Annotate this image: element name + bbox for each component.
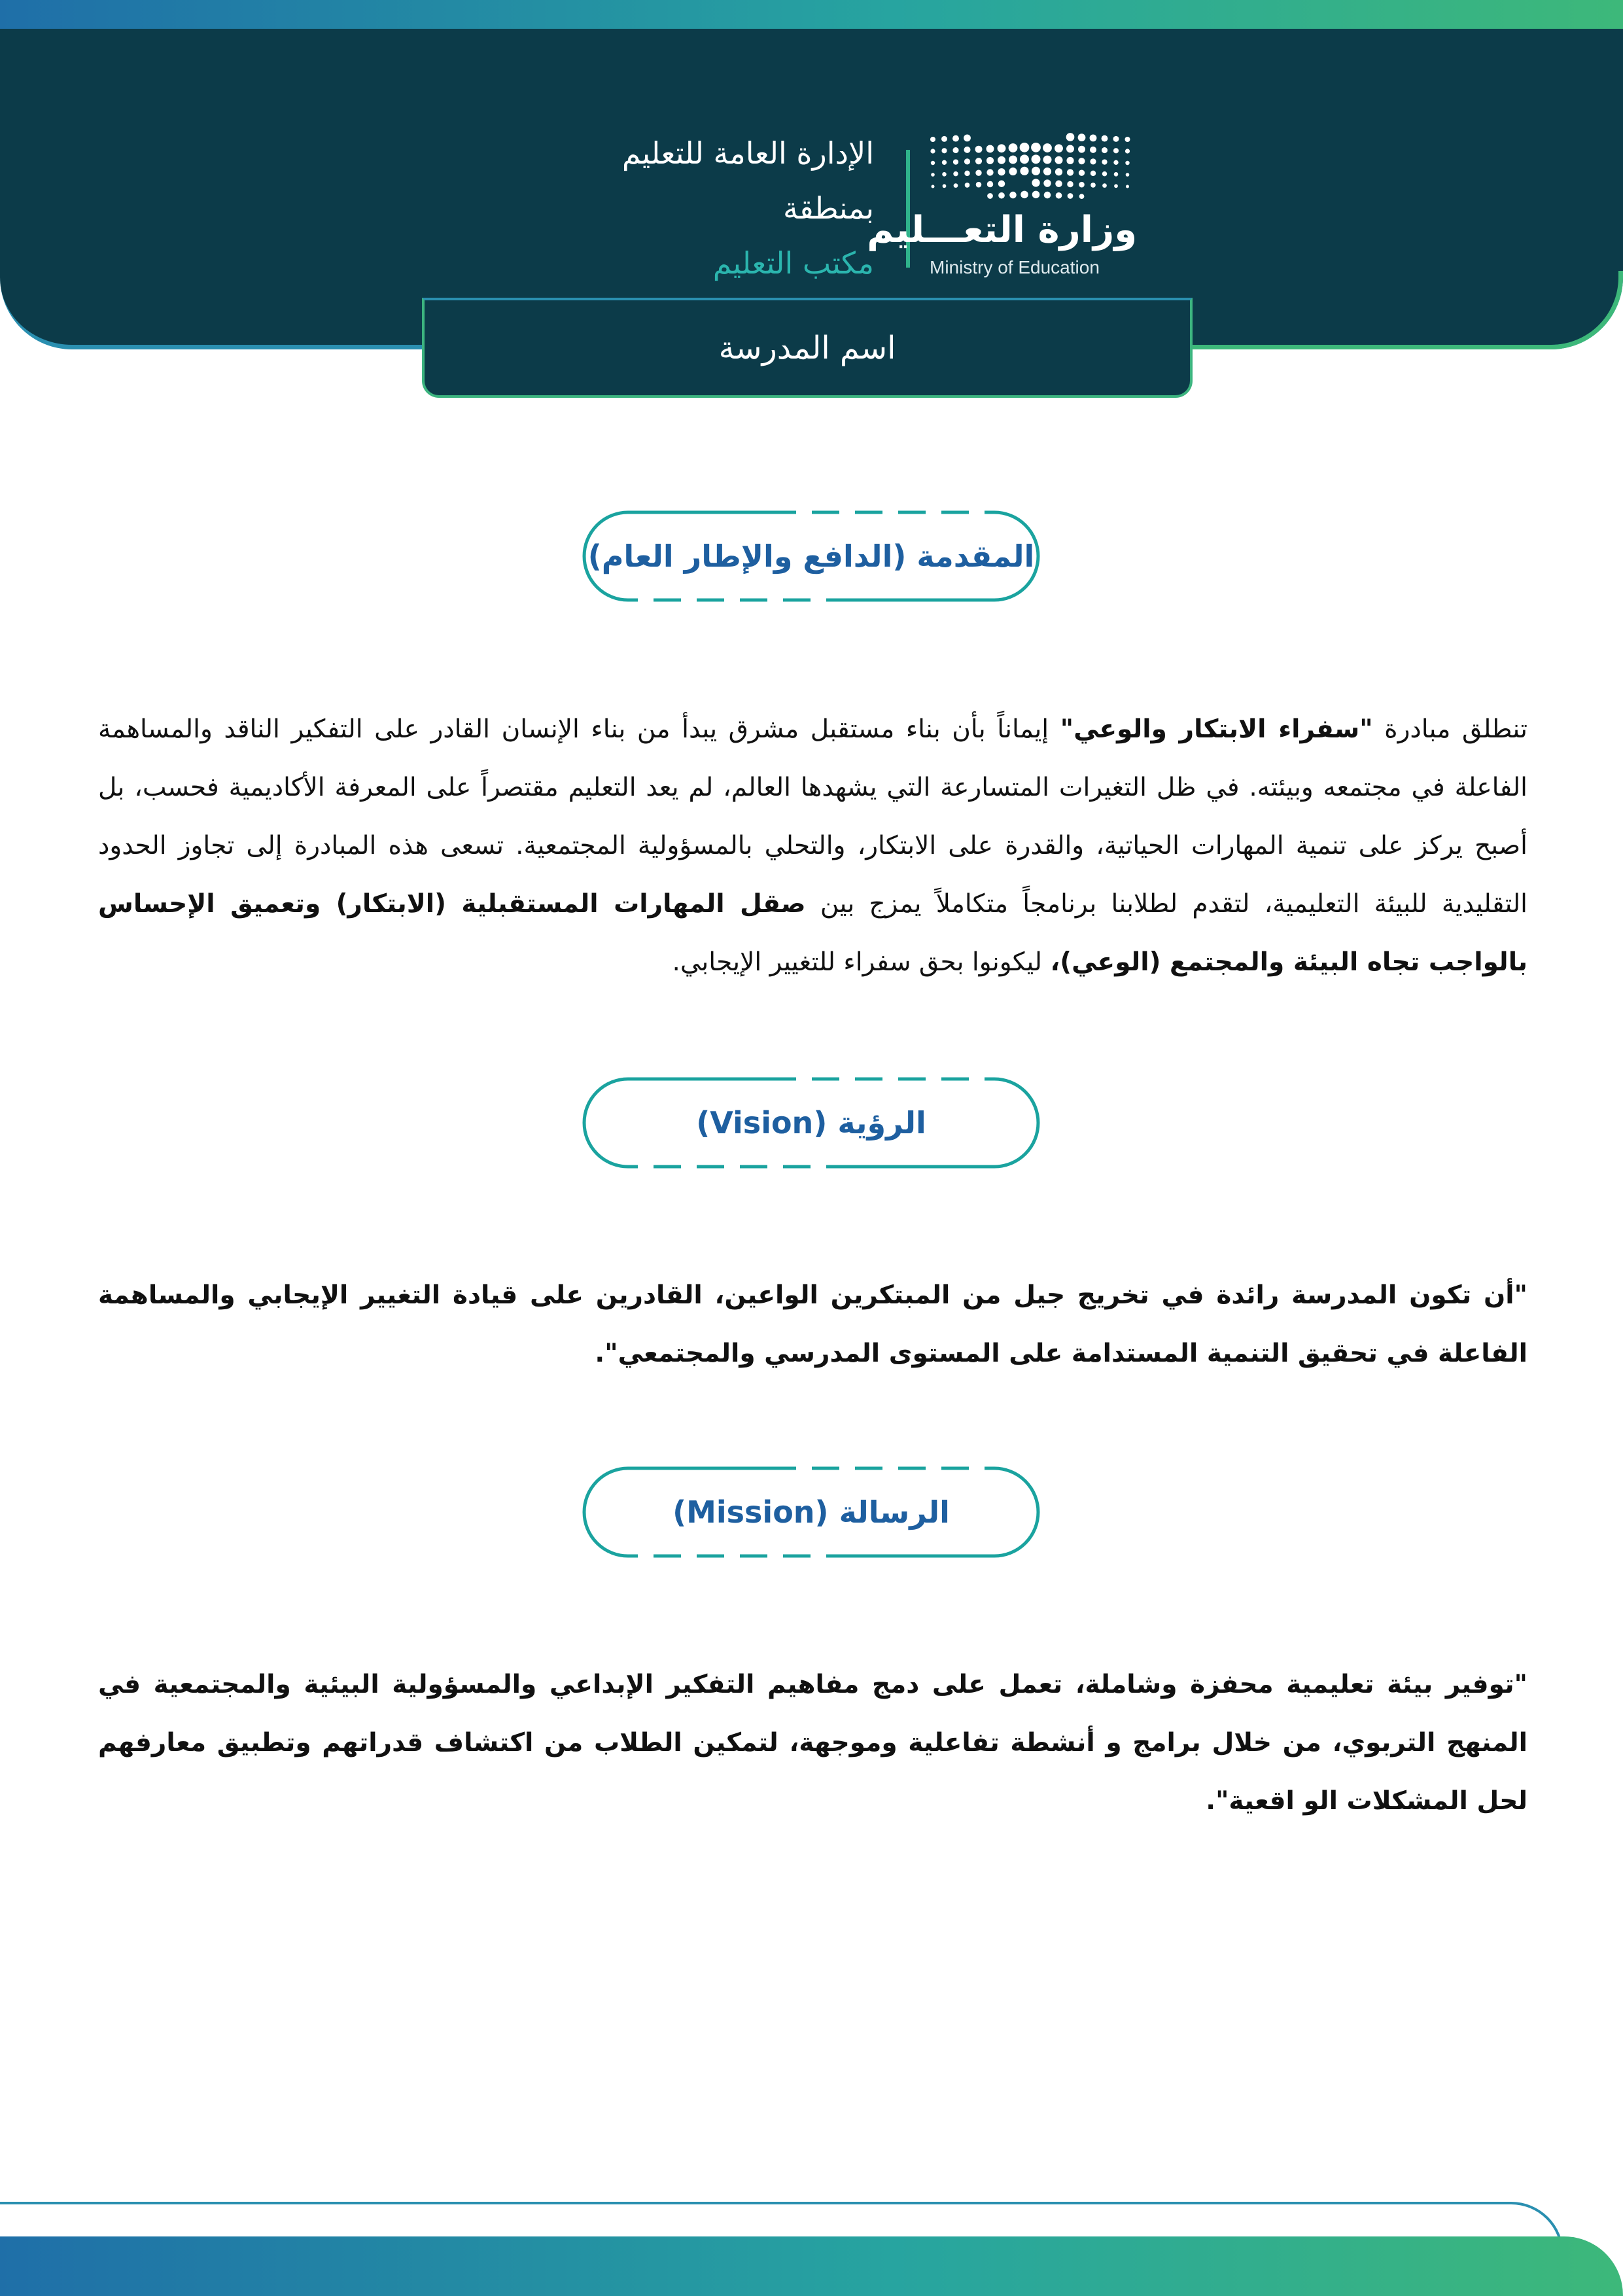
logo-dot [1043,143,1052,152]
logo-dot [943,184,947,188]
intro-text-bold: صقل المهارات المستقبلية (الابتكار) وتعميق الإحساس بالواجب تجاه البيئة والمجتمع (الوعي)، [98,889,1527,977]
school-name: اسم المدرسة [718,329,896,366]
logo-dot [1055,144,1063,152]
logo-dot [952,135,959,142]
logo-dot [1067,181,1073,188]
intro-text-end: ليكونوا بحق سفراء للتغيير الإيجابي. [672,947,1051,977]
logo-dot [953,171,958,176]
logo-dot [1009,156,1017,164]
logo-dot [964,171,969,176]
logo-dot [1055,168,1062,175]
logo-dots-icon [928,130,1137,209]
logo-dot [1114,184,1118,188]
logo-dot [1068,193,1073,199]
logo-dot [1090,147,1096,153]
logo-dot [1079,169,1085,175]
logo-dot [1126,173,1130,177]
logo-dot [964,158,970,164]
logo-dot [986,145,994,153]
initiative-name: "سفراء الابتكار والوعي" [1060,715,1373,744]
logo-dot [1066,157,1073,164]
logo-dot [931,161,935,165]
logo-dot [1113,136,1119,142]
logo-dot [953,159,958,164]
logo-dot [1031,143,1041,152]
logo-dot [942,172,947,177]
logo-dot [1009,192,1017,199]
logo-dot [998,192,1005,199]
logo-arabic-text: وزارة التعـــليم [867,209,1137,251]
logo-dot [1078,133,1086,141]
vision-heading-pill [582,1075,1040,1171]
logo-dot [1090,158,1096,164]
logo-dot [1043,156,1052,164]
mission-paragraph: "توفير بيئة تعليمية محفزة وشاملة، تعمل على دمج مفاهيم التفكير الإبداعي والمسؤولية البيئية والمجتمعية في المنهج التربوي، من خلال برامج و أنشطة تفاعلية وموجهة، لتمكين الطلاب من اكتشاف قدراتهم وتطبيق معارفهم لحل المشكلات الو اقعية". [98,1670,1527,1816]
logo-dot [1009,168,1017,175]
intro-paragraph [98,700,1527,991]
logo-dot [1009,143,1018,152]
logo-dot [1125,149,1130,153]
logo-dot [1113,160,1118,165]
logo-dot [941,148,947,153]
intro-heading: المقدمة (الدافع والإطار العام) [587,539,1035,574]
logo-dot [998,181,1005,187]
logo-dot [975,146,983,153]
logo-dot [1125,137,1130,142]
logo-dot [1078,146,1085,153]
ministry-logo [867,130,1137,287]
logo-dot [998,168,1005,175]
logo-dot [965,183,970,188]
logo-dot [1055,156,1062,164]
logo-dot [987,193,993,199]
vision-heading: الرؤية (Vision) [696,1105,926,1140]
logo-dot [1032,179,1039,186]
logo-dot [941,136,947,142]
logo-dot [1055,181,1062,187]
logo-dot [986,169,993,175]
logo-dot [1114,172,1119,177]
logo-dot [1020,143,1030,152]
logo-dot [1044,192,1051,199]
logo-dot [1078,158,1085,164]
logo-dot [1102,171,1107,176]
logo-dot [975,158,982,164]
logo-dot [932,185,935,188]
logo-dot [1102,135,1108,142]
logo-dot [1079,194,1085,199]
logo-dot [930,137,935,142]
logo-dot [1032,154,1041,164]
top-accent-strip [0,0,1623,30]
logo-dot [1020,154,1029,164]
logo-dot [986,157,994,164]
logo-dot [1043,168,1051,175]
logo-dot [954,183,958,188]
logo-dot [1102,159,1107,164]
logo-dot [1091,171,1096,176]
logo-dot [1032,191,1040,199]
logo-dot [1113,148,1119,153]
vision-paragraph: "أن تكون المدرسة رائدة في تخريج جيل من المبتكرين الواعين، القادرين على قيادة التغيير الإيجابي والمساهمة الفاعلة في تحقيق التنمية المستدامة على المستوى المدرسي والمجتمعي". [98,1280,1527,1368]
logo-dot [1032,167,1040,175]
logo-dot [931,173,935,177]
logo-dot [1043,179,1051,186]
logo-dot [998,144,1006,152]
logo-dot [1020,167,1028,175]
mission-heading: الرسالة (Mission) [672,1494,950,1530]
logo-dot [1066,133,1075,141]
footer-bar [0,2236,1623,2296]
logo-dot [1066,145,1074,153]
mission-heading-pill [582,1464,1040,1560]
logo-dot [1067,169,1073,175]
header-text-block [622,126,874,291]
logo-dot [1125,161,1129,165]
logo-dot [964,147,970,153]
logo-dot [930,149,935,153]
intro-text-start: تنطلق مبادرة [1372,715,1528,744]
header-region: بمنطقة [783,190,874,226]
header-office: مكتب التعليم [712,245,874,281]
intro-heading-pill [582,508,1040,604]
logo-dot [998,156,1005,164]
logo-dot [1090,134,1097,141]
logo-dot [1102,147,1108,153]
logo-dot [976,182,982,188]
logo-dot [1079,182,1085,188]
logo-dot [987,181,994,188]
logo-english-text: Ministry of Education [930,257,1100,277]
intro-text-main: إيماناً بأن بناء مستقبل مشرق يبدأ من بناء الإنسان القادر على التفكير الناقد والمساهمة الفاعلة في مجتمعه وبيئته. في ظل التغيرات المتسارعة التي يشهدها العالم، لم يعد التعليم مقتصراً على المعرفة الأكاديمية فحسب، بل أصبح يركز على تنمية المهارات الحياتية، والقدرة على الابتكار، والتحلي بالمسؤولية المجتمعية. تسعى هذه المبادرة إلى تجاوز الحدود التقليدية للبيئة التعليمية، لتقدم لطلابنا برنامجاً متكاملاً يمزج بين [98,715,1528,919]
school-name-box [422,298,1193,398]
logo-dot [1056,192,1062,199]
logo-dot [1102,183,1107,188]
logo-dot [1021,191,1028,199]
header-directorate: الإدارة العامة للتعليم [621,135,874,171]
logo-dot [975,169,981,175]
logo-dot [952,147,958,153]
logo-dot [964,134,971,141]
logo-dot [1091,183,1096,188]
logo-dot [942,160,947,165]
logo-dot [1126,185,1129,188]
